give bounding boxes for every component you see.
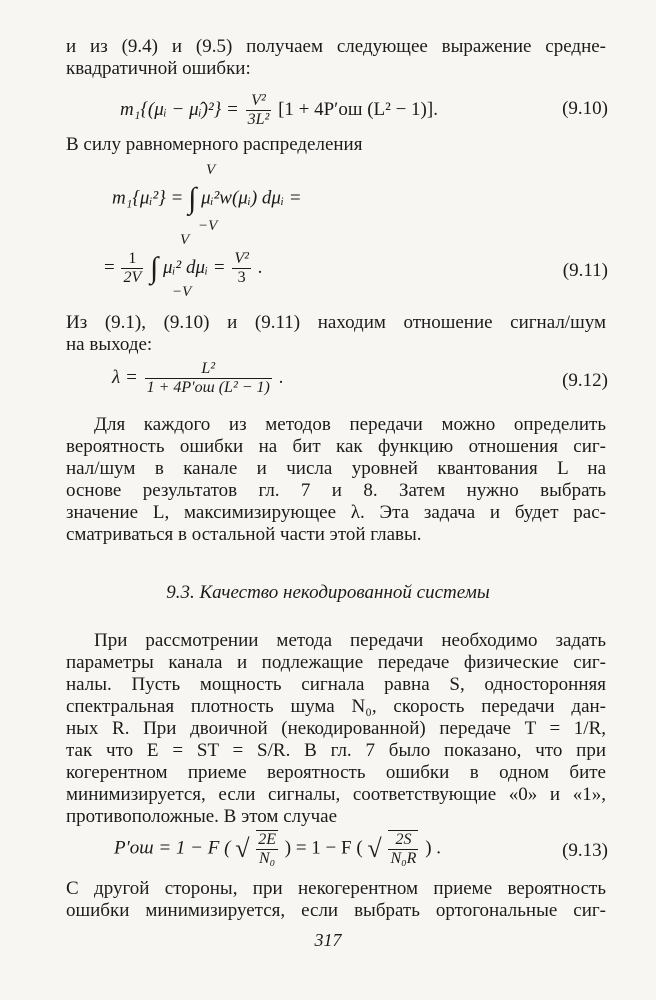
integral-sign: ∫ (188, 182, 197, 215)
frac-den: N₀ (256, 849, 278, 868)
equation-number: (9.10) (562, 98, 608, 119)
section-heading: 9.3. Качество некодированной системы (166, 582, 490, 603)
radicand-fraction (388, 830, 418, 868)
frac-num: 1 (128, 250, 137, 267)
paragraph-line: спектральная плотность шума N₀, скорость передачи дан- (66, 696, 606, 717)
text-line: и из (9.4) и (9.5) получаем следующее выражение средне- (66, 36, 606, 57)
eq-tail: ) . (425, 837, 442, 859)
eq-lead: = (104, 256, 115, 278)
integral-upper-limit: V (180, 232, 190, 248)
integral-sign: ∫ (150, 251, 159, 285)
text-line: на выходе: (66, 334, 153, 355)
paragraph-line: При рассмотрении метода передачи необходимо задать (94, 630, 606, 651)
frac-den: 3 (232, 268, 251, 287)
equation-9-11-part2 (0, 232, 656, 304)
eq-rhs: [1 + 4P′ош (L² − 1)]. (278, 98, 438, 120)
frac-den: 2V (123, 269, 142, 286)
text-line: квадратичной ошибки: (66, 58, 251, 79)
equation-number: (9.13) (562, 840, 608, 861)
paragraph-line: налы. Пусть мощность сигнала равна S, односторонняя (66, 674, 606, 695)
text-line: В силу равномерного распределения (66, 134, 363, 155)
eq-tail: . (278, 366, 284, 388)
paragraph-line: С другой стороны, при некогерентном приеме вероятность (66, 878, 606, 899)
frac-num: L² (201, 360, 216, 377)
equation-9-13 (0, 826, 656, 874)
paragraph-line: Для каждого из методов передачи можно определить (94, 414, 606, 435)
radical-sign: √ (235, 834, 250, 863)
paragraph-line: основе результатов гл. 7 и 8. Затем нужно выбрать (66, 480, 606, 501)
eq-lhs: m₁{μᵢ²} = (112, 187, 184, 209)
equation-9-10 (0, 88, 656, 128)
frac-num: 2S (395, 831, 412, 848)
paragraph-line: значение L, максимизирующее λ. Эта задача и будет рас- (66, 502, 606, 523)
text-line: Из (9.1), (9.10) и (9.11) находим отношение сигнал/шум (66, 312, 606, 333)
fraction (121, 250, 143, 287)
fraction (246, 92, 272, 129)
equation-number: (9.12) (562, 370, 608, 391)
eq-tail: . (257, 256, 263, 278)
integral-upper-limit: V (206, 162, 216, 178)
equation-number: (9.11) (562, 260, 608, 281)
frac-num: 2E (258, 831, 276, 848)
equation-9-11-part1 (0, 162, 656, 242)
page-number: 317 (314, 930, 342, 950)
paragraph-line: ошибки минимизируется, если выбрать ортогональные сиг- (66, 900, 606, 921)
paragraph-line: так что E = ST = S/R. В гл. 7 было показано, что при (66, 740, 606, 761)
radical-sign: √ (367, 834, 382, 863)
integrand: μᵢ²w(μᵢ) dμᵢ = (201, 187, 302, 209)
frac-den: N₀R (390, 850, 417, 867)
eq-lhs: m₁{(μᵢ − μ̂ᵢ)²} = (120, 98, 239, 120)
frac-den: 1 + 4P′ош (L² − 1) (146, 379, 270, 396)
integral-lower-limit: −V (172, 284, 192, 300)
fraction (145, 360, 272, 397)
eq-mid: ) = 1 − F ( (284, 837, 363, 859)
eq-lhs: λ = (112, 366, 138, 388)
eq-lhs: P′ош = 1 − F ( (114, 837, 231, 859)
paragraph-line: когерентном приеме вероятность ошибки в одном бите (66, 762, 606, 783)
fraction (232, 250, 251, 287)
paragraph-line: ных R. При двоичной (некодированной) передаче T = 1/R, (66, 718, 606, 739)
frac-num: V² (234, 250, 249, 267)
frac-den: 3L² (247, 111, 270, 128)
integrand: μᵢ² dμᵢ = (162, 256, 226, 278)
paragraph-line: минимизируется, если сигналы, соответствующие «0» и «1», (66, 784, 606, 805)
paragraph-line: сматриваться в остальной части этой главы. (66, 524, 422, 545)
equation-9-12 (0, 358, 656, 402)
integral-lower-limit: −V (198, 218, 218, 234)
paragraph-line: противоположные. В этом случае (66, 806, 338, 827)
radicand-fraction (256, 830, 278, 868)
paragraph-line: параметры канала и подлежащие передаче физические сиг- (66, 652, 606, 673)
paragraph-line: вероятность ошибки на бит как функцию отношения сиг- (66, 436, 606, 457)
frac-num: V² (251, 92, 266, 109)
paragraph-line: нал/шум в канале и числа уровней квантования L на (66, 458, 606, 479)
